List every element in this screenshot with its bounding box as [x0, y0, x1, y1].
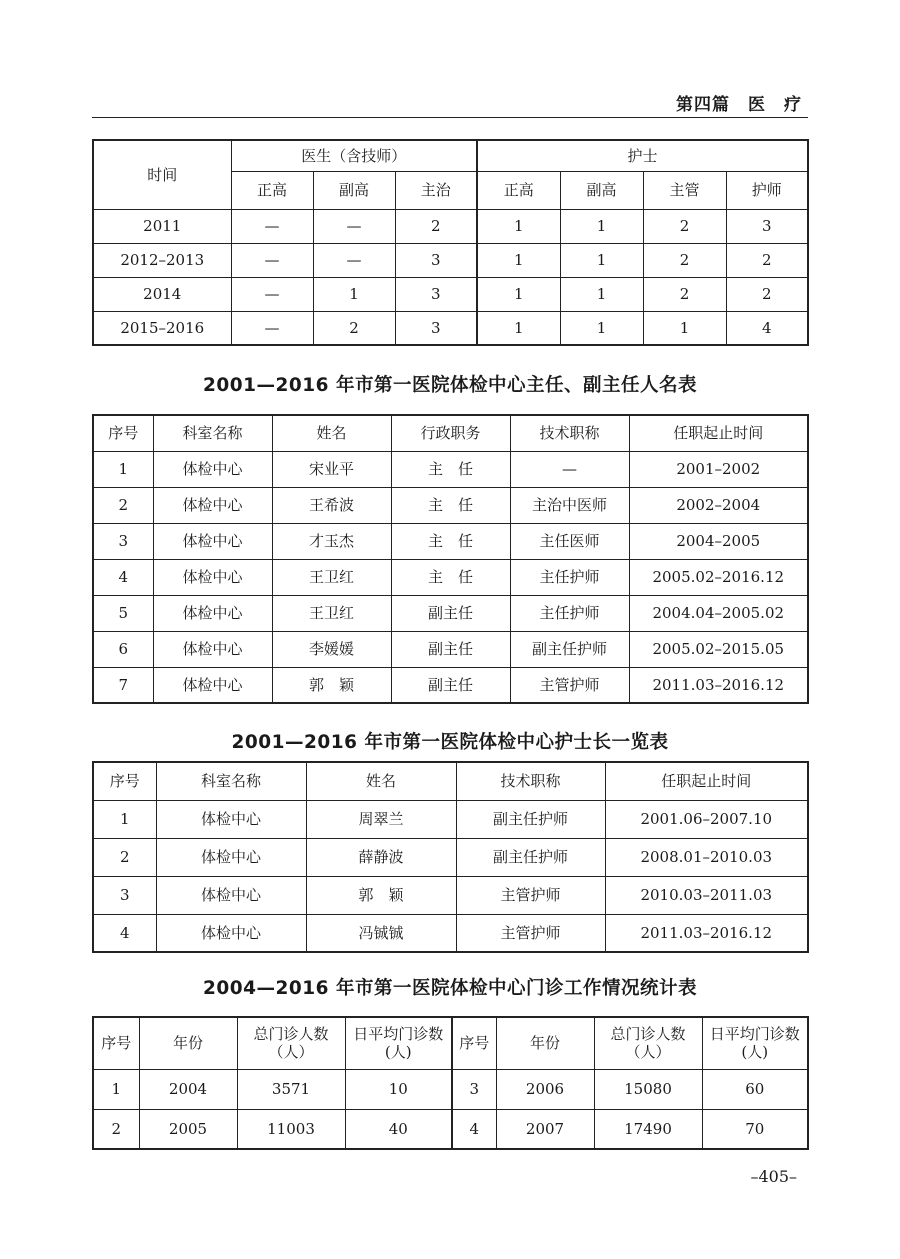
- cell: 2007: [496, 1109, 594, 1149]
- col-header: 技术职称: [510, 415, 629, 451]
- table-row: [93, 277, 808, 311]
- cell: —: [231, 243, 313, 277]
- table-row: [93, 800, 808, 838]
- cell: 2012–2013: [93, 243, 231, 277]
- cell: 2015–2016: [93, 311, 231, 345]
- table-row: [93, 631, 808, 667]
- cell: 主治中医师: [510, 487, 629, 523]
- cell: 3: [726, 209, 808, 243]
- table-row: [93, 209, 808, 243]
- cell: —: [313, 209, 395, 243]
- cell: 2: [395, 209, 477, 243]
- cell: 1: [643, 311, 726, 345]
- page-number: –405–: [750, 1167, 797, 1186]
- cell: 体检中心: [153, 559, 272, 595]
- col-header: 年份: [496, 1017, 594, 1069]
- cell: 体检中心: [153, 595, 272, 631]
- cell: 才玉杰: [272, 523, 391, 559]
- cell: 1: [560, 209, 643, 243]
- cell: 2: [93, 838, 156, 876]
- table-row: [93, 243, 808, 277]
- outpatient-table-title: 2004—2016 年市第一医院体检中心门诊工作情况统计表: [203, 978, 697, 999]
- col-header: 序号: [452, 1017, 496, 1069]
- col-header: 总门诊人数（人）: [594, 1017, 702, 1069]
- cell: 体检中心: [156, 914, 306, 952]
- cell: 2004.04–2005.02: [629, 595, 808, 631]
- cell: 2002–2004: [629, 487, 808, 523]
- cell: 60: [702, 1069, 808, 1109]
- cell: 1: [313, 277, 395, 311]
- cell: 2005.02–2016.12: [629, 559, 808, 595]
- cell: 4: [452, 1109, 496, 1149]
- cell: 李媛媛: [272, 631, 391, 667]
- cell: 40: [345, 1109, 452, 1149]
- cell: —: [231, 311, 313, 345]
- header-rule: [92, 117, 808, 118]
- cell: 主 任: [391, 487, 510, 523]
- col-header: 科室名称: [153, 415, 272, 451]
- cell: 2004–2005: [629, 523, 808, 559]
- col-header: 序号: [93, 1017, 139, 1069]
- cell: 1: [93, 800, 156, 838]
- cell: 主 任: [391, 451, 510, 487]
- col-header: 日平均门诊数(人): [702, 1017, 808, 1069]
- cell: 2: [93, 1109, 139, 1149]
- cell: 70: [702, 1109, 808, 1149]
- cell: 3571: [237, 1069, 345, 1109]
- cell: 2: [726, 243, 808, 277]
- cell: 3: [395, 243, 477, 277]
- cell: 体检中心: [153, 487, 272, 523]
- cell: 2001–2002: [629, 451, 808, 487]
- col-header: 技术职称: [456, 762, 605, 800]
- cell: 主 任: [391, 559, 510, 595]
- cell: 1: [560, 311, 643, 345]
- cell: 2004: [139, 1069, 237, 1109]
- directors-table-title: 2001—2016 年市第一医院体检中心主任、副主任人名表: [203, 375, 697, 396]
- cell: 1: [560, 277, 643, 311]
- table-row: [93, 914, 808, 952]
- cell: 10: [345, 1069, 452, 1109]
- cell: 王卫红: [272, 559, 391, 595]
- cell: 冯铖铖: [306, 914, 456, 952]
- cell: 4: [93, 914, 156, 952]
- cell: —: [231, 277, 313, 311]
- sub-header: 正高: [231, 171, 313, 209]
- cell: 15080: [594, 1069, 702, 1109]
- col-header: 日平均门诊数(人): [345, 1017, 452, 1069]
- outpatient-stats-table: [92, 1016, 809, 1150]
- cell: 1: [477, 243, 560, 277]
- running-head: 第四篇 医 疗: [676, 95, 802, 115]
- cell: 17490: [594, 1109, 702, 1149]
- cell: —: [231, 209, 313, 243]
- col-header: 序号: [93, 762, 156, 800]
- cell: 主任护师: [510, 595, 629, 631]
- cell: 2008.01–2010.03: [605, 838, 808, 876]
- sub-header: 副高: [560, 171, 643, 209]
- cell: —: [510, 451, 629, 487]
- directors-table: [92, 414, 809, 704]
- cell: 3: [395, 277, 477, 311]
- cell: 1: [477, 311, 560, 345]
- sub-header: 正高: [477, 171, 560, 209]
- table-row: [93, 595, 808, 631]
- cell: 主任护师: [510, 559, 629, 595]
- cell: 6: [93, 631, 153, 667]
- col-header: 行政职务: [391, 415, 510, 451]
- cell: 体检中心: [156, 838, 306, 876]
- cell: 周翠兰: [306, 800, 456, 838]
- cell: 副主任: [391, 595, 510, 631]
- cell: 2010.03–2011.03: [605, 876, 808, 914]
- cell: 4: [93, 559, 153, 595]
- cell: 2: [93, 487, 153, 523]
- cell: 2011: [93, 209, 231, 243]
- cell: 主 任: [391, 523, 510, 559]
- table-row: [93, 311, 808, 345]
- cell: 体检中心: [153, 631, 272, 667]
- cell: 3: [395, 311, 477, 345]
- cell: 2: [643, 209, 726, 243]
- cell: 3: [93, 523, 153, 559]
- head-nurse-table-title: 2001—2016 年市第一医院体检中心护士长一览表: [231, 732, 669, 753]
- table-row: [93, 838, 808, 876]
- cell: 体检中心: [156, 876, 306, 914]
- cell: 7: [93, 667, 153, 703]
- cell: 3: [452, 1069, 496, 1109]
- col-header: 科室名称: [156, 762, 306, 800]
- cell: 2011.03–2016.12: [629, 667, 808, 703]
- cell: 体检中心: [156, 800, 306, 838]
- cell: 体检中心: [153, 667, 272, 703]
- sub-header: 主治: [395, 171, 477, 209]
- cell: 主管护师: [510, 667, 629, 703]
- cell: 2: [643, 243, 726, 277]
- cell: 2005.02–2015.05: [629, 631, 808, 667]
- cell: 2: [726, 277, 808, 311]
- cell: 1: [477, 277, 560, 311]
- col-header: 任职起止时间: [629, 415, 808, 451]
- table-row: [93, 876, 808, 914]
- head-nurse-table: [92, 761, 809, 953]
- cell: 3: [93, 876, 156, 914]
- cell: 薛静波: [306, 838, 456, 876]
- cell: 体检中心: [153, 451, 272, 487]
- cell: 宋业平: [272, 451, 391, 487]
- col-header: 年份: [139, 1017, 237, 1069]
- group-doctor-header: 医生（含技师）: [231, 140, 477, 171]
- col-header: 任职起止时间: [605, 762, 808, 800]
- cell: 主管护师: [456, 914, 605, 952]
- cell: 郭 颖: [272, 667, 391, 703]
- col-header: 序号: [93, 415, 153, 451]
- cell: 副主任: [391, 667, 510, 703]
- table-row: [93, 559, 808, 595]
- sub-header: 副高: [313, 171, 395, 209]
- cell: 主管护师: [456, 876, 605, 914]
- staffing-table: [92, 139, 809, 346]
- cell: 副主任护师: [456, 838, 605, 876]
- cell: 主任医师: [510, 523, 629, 559]
- table-row: [93, 1109, 808, 1149]
- cell: 郭 颖: [306, 876, 456, 914]
- table-row: [93, 523, 808, 559]
- cell: 2: [643, 277, 726, 311]
- cell: 体检中心: [153, 523, 272, 559]
- cell: 2006: [496, 1069, 594, 1109]
- table-row: [93, 1069, 808, 1109]
- sub-header: 主管: [643, 171, 726, 209]
- col-header: 总门诊人数（人）: [237, 1017, 345, 1069]
- cell: 2014: [93, 277, 231, 311]
- cell: 1: [93, 451, 153, 487]
- cell: 2011.03–2016.12: [605, 914, 808, 952]
- cell: 2: [313, 311, 395, 345]
- cell: 11003: [237, 1109, 345, 1149]
- cell: 副主任护师: [456, 800, 605, 838]
- cell: 1: [477, 209, 560, 243]
- col-time-header: 时间: [93, 140, 231, 209]
- cell: 1: [93, 1069, 139, 1109]
- cell: 副主任护师: [510, 631, 629, 667]
- cell: 副主任: [391, 631, 510, 667]
- cell: —: [313, 243, 395, 277]
- cell: 2005: [139, 1109, 237, 1149]
- cell: 王卫红: [272, 595, 391, 631]
- group-nurse-header: 护士: [477, 140, 808, 171]
- table-row: [93, 667, 808, 703]
- cell: 5: [93, 595, 153, 631]
- cell: 2001.06–2007.10: [605, 800, 808, 838]
- sub-header: 护师: [726, 171, 808, 209]
- cell: 1: [560, 243, 643, 277]
- table-row: [93, 451, 808, 487]
- col-header: 姓名: [272, 415, 391, 451]
- col-header: 姓名: [306, 762, 456, 800]
- table-row: [93, 487, 808, 523]
- cell: 王希波: [272, 487, 391, 523]
- cell: 4: [726, 311, 808, 345]
